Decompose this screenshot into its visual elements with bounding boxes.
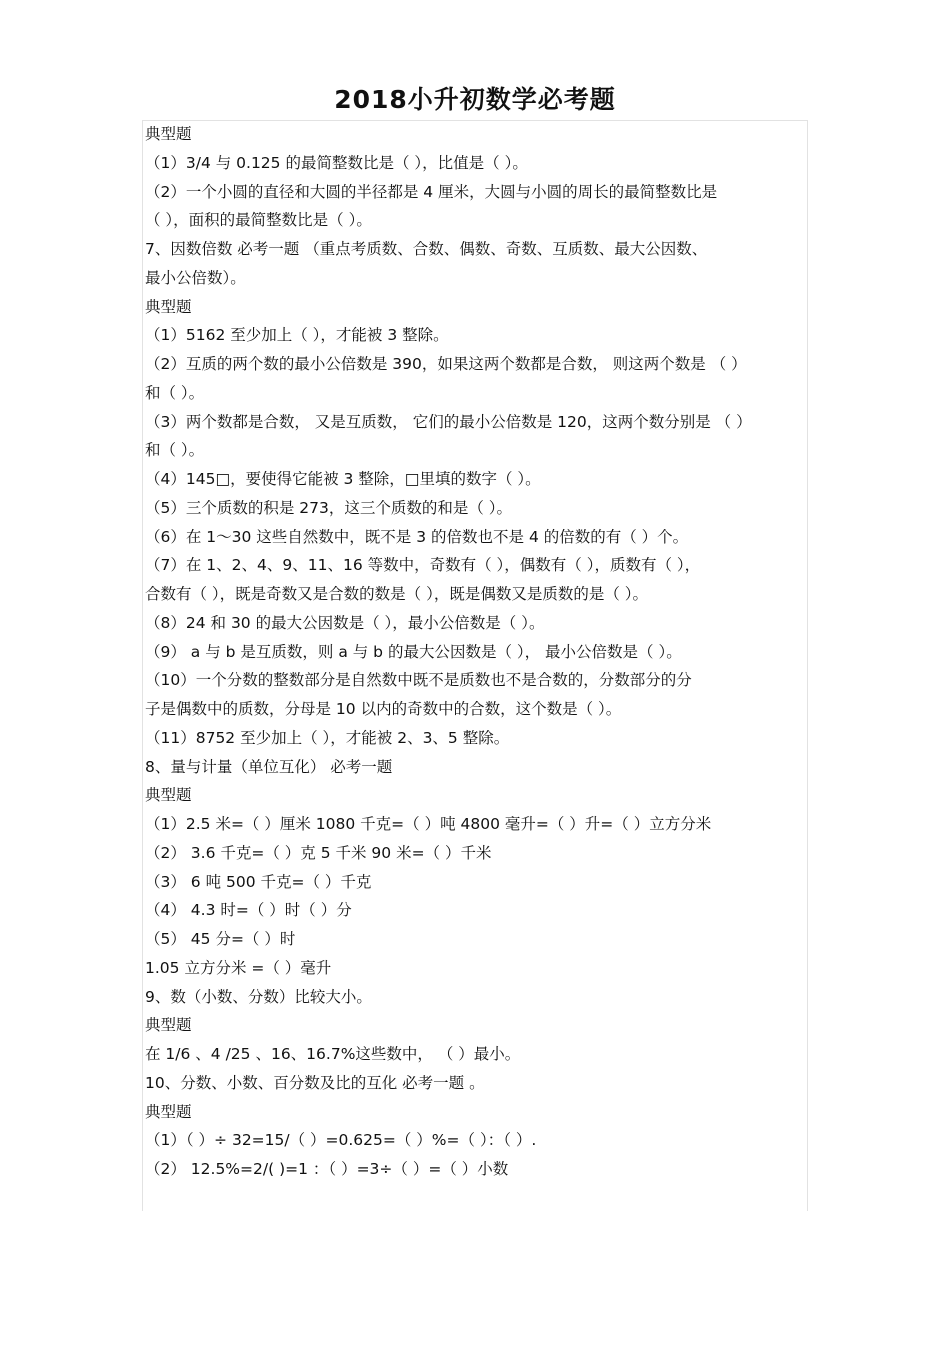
text-line: （4） 4.3 时=（ ）时（ ）分 — [145, 901, 352, 920]
text-line: 9、数（小数、分数）比较大小。 — [145, 987, 372, 1006]
text-line: 在 1/6 、4 /25 、16、16.7%这些数中， （ ）最小。 — [145, 1045, 521, 1063]
text-line: （2）互质的两个数的最小公倍数是 390，如果这两个数都是合数， 则这两个数是 （ ） — [145, 355, 747, 373]
text-line: 典型题 — [145, 786, 192, 805]
text-line: （5） 45 分=（ ）时 — [145, 930, 296, 948]
text-line: （10）一个分数的整数部分是自然数中既不是质数也不是合数的，分数部分的分 — [145, 671, 692, 690]
text-line: （1）2.5 米=（ ）厘米 1080 千克=（ ）吨 4800 毫升=（ ）升=（ ）立方分米 — [145, 815, 712, 833]
text-line: 10、分数、小数、百分数及比的互化 必考一题 。 — [145, 1073, 485, 1092]
text-line: （5）三个质数的积是 273，这三个质数的和是（ ）。 — [145, 498, 513, 517]
text-line: （11）8752 至少加上（ ），才能被 2、3、5 整除。 — [145, 728, 510, 747]
content-lines — [145, 120, 825, 1184]
text-line: 8、量与计量（单位互化） 必考一题 — [145, 757, 393, 776]
text-line: 合数有（ ），既是奇数又是合数的数是（ ），既是偶数又是质数的是（ ）。 — [145, 585, 649, 603]
text-line: （ ），面积的最简整数比是（ ）。 — [145, 211, 372, 230]
text-line: （2） 3.6 千克=（ ）克 5 千米 90 米=（ ）千米 — [145, 843, 492, 862]
text-line: 典型题 — [145, 1016, 192, 1035]
text-line: （1）5162 至少加上（ ），才能被 3 整除。 — [145, 326, 449, 345]
page-title: 2018小升初数学必考题 — [334, 85, 616, 114]
text-line: 和（ ）。 — [145, 383, 205, 402]
text-line: （3） 6 吨 500 千克=（ ）千克 — [145, 872, 372, 891]
text-line: （2） 12.5%=2/( )=1 ：（ ）=3÷（ ）=（ ）小数 — [145, 1160, 509, 1178]
text-line: 典型题 — [145, 1102, 192, 1121]
text-line: 典型题 — [145, 125, 192, 143]
text-line: （7）在 1、2、4、9、11、16 等数中，奇数有（ ），偶数有（ ），质数有（ ）， — [145, 556, 701, 575]
text-line: （3）两个数都是合数， 又是互质数， 它们的最小公倍数是 120，这两个数分别是 （ ） — [145, 412, 752, 431]
text-line: （1）3/4 与 0.125 的最简整数比是（ ），比值是（ ）。 — [145, 153, 528, 172]
text-line: （4）145□，要使得它能被 3 整除，□里填的数字（ ）。 — [145, 470, 541, 488]
text-line: 7、因数倍数 必考一题 （重点考质数、合数、偶数、奇数、互质数、最大公因数、 — [145, 240, 708, 258]
text-line: 典型题 — [145, 297, 192, 316]
text-line: （1）（ ）÷ 32=15/（ ）=0.625=（ ）%=（ ）：（ ）. — [145, 1131, 537, 1150]
text-line: （6）在 1～30 这些自然数中，既不是 3 的倍数也不是 4 的倍数的有（ ）个。 — [145, 527, 689, 546]
text-line: （9） a 与 b 是互质数，则 a 与 b 的最大公因数是（ ）， 最小公倍数是（ ）。 — [145, 642, 682, 661]
text-line: （8）24 和 30 的最大公因数是（ ），最小公倍数是（ ）。 — [145, 613, 545, 632]
text-line: 子是偶数中的质数，分母是 10 以内的奇数中的合数，这个数是（ ）。 — [145, 700, 622, 718]
text-line: 和（ ）。 — [145, 441, 205, 460]
text-line: 1.05 立方分米 =（ ）毫升 — [145, 958, 332, 977]
text-line: 最小公倍数）。 — [145, 268, 246, 287]
text-line: （2）一个小圆的直径和大圆的半径都是 4 厘米，大圆与小圆的周长的最简整数比是 — [145, 182, 718, 201]
